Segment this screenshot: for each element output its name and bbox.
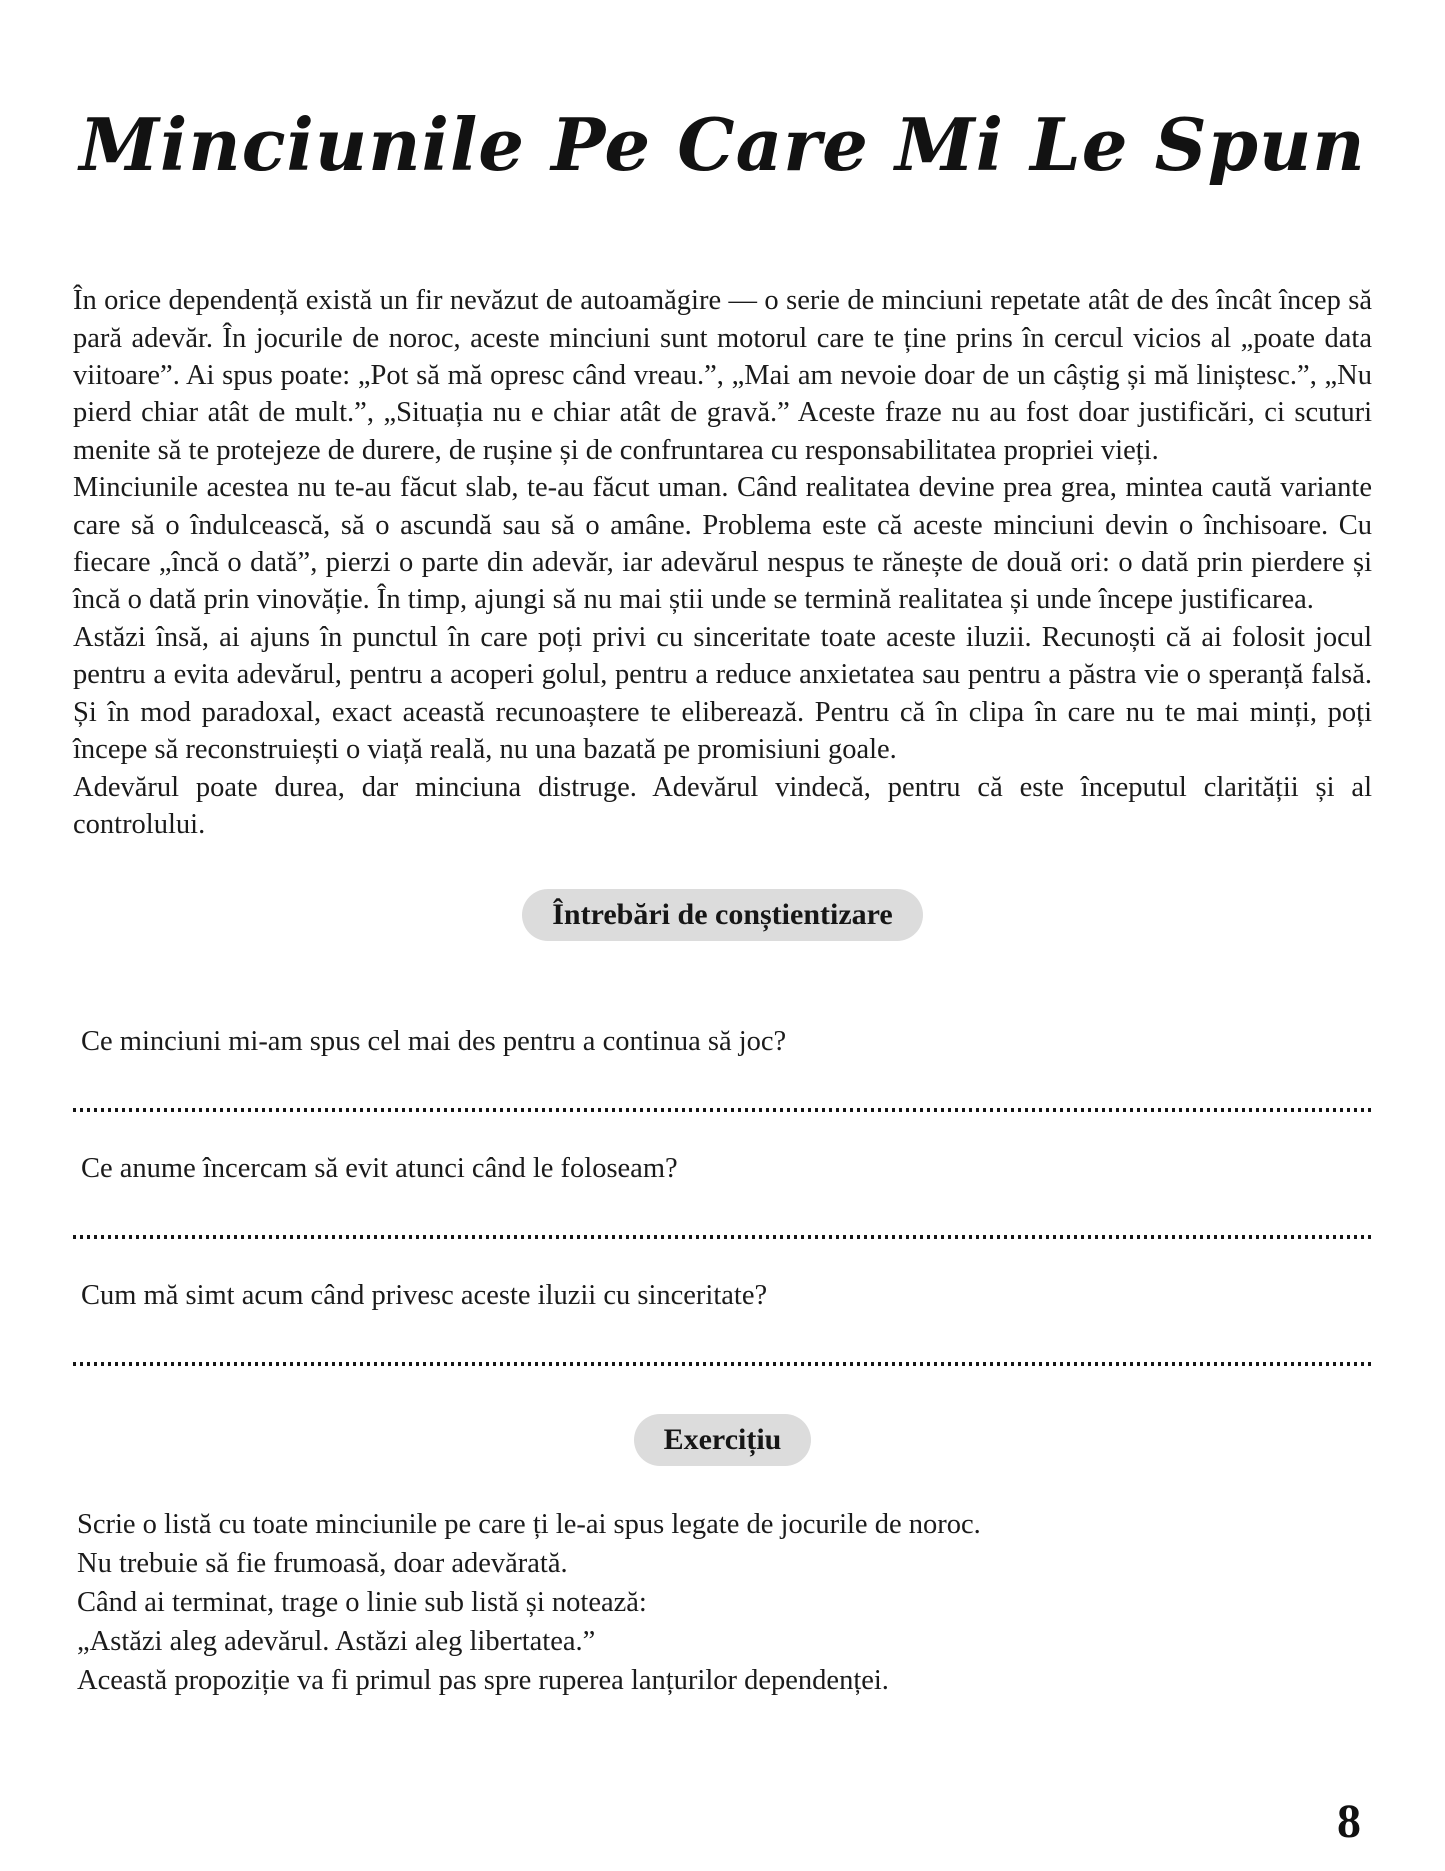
exercise-line: Această propoziție va fi primul pas spre ruperea lanțurilor dependenței.	[77, 1664, 889, 1696]
exercise-line: Scrie o listă cu toate minciunile pe care ți le-ai spus legate de jocurile de noroc.	[77, 1509, 981, 1541]
exercise-line: Când ai terminat, trage o linie sub listă și notează:	[77, 1586, 647, 1618]
exercise-section-header	[73, 1414, 1372, 1466]
awareness-questions-section-header	[73, 889, 1372, 941]
page-title: Minciunile Pe Care Mi Le Spun	[79, 102, 1366, 188]
dotted-answer-line	[73, 1234, 1372, 1239]
dotted-answer-line	[73, 1107, 1372, 1112]
page-number: 8	[1337, 1795, 1361, 1848]
exercise-badge: Exercițiu	[634, 1414, 812, 1466]
exercise-line: Nu trebuie să fie frumoasă, doar adevărată.	[77, 1548, 568, 1580]
exercise-line: „Astăzi aleg adevărul. Astăzi aleg libertatea.”	[77, 1625, 596, 1657]
dotted-answer-line	[73, 1361, 1372, 1366]
intro-paragraph: Adevărul poate durea, dar minciuna distruge. Adevărul vindecă, pentru că este începutul clarității și al controlului.	[73, 771, 1372, 840]
question-text: Ce anume încercam să evit atunci când le foloseam?	[81, 1153, 678, 1185]
intro-text-block	[73, 282, 1372, 843]
intro-paragraph: În orice dependență există un fir nevăzut de autoamăgire — o serie de minciuni repetate atât de des încât încep să pară adevăr. În jocurile de noroc, aceste minciuni sunt motorul care te ține prins în cercul vicios al „poate data viitoare”. Ai spus poate: „Pot să mă opresc când vreau.”, „Mai am nevoie doar de un câștig și mă liniștesc.”, „Nu pierd chiar atât de mult.”, „Situația nu e chiar atât de gravă.” Aceste fraze nu au fost doar justificări, ci scuturi menite să te protejeze de durere, de rușine și de confruntarea cu responsabilitatea propriei vieți.	[73, 285, 1372, 466]
question-text: Ce minciuni mi-am spus cel mai des pentru a continua să joc?	[81, 1026, 787, 1058]
intro-paragraph: Minciunile acestea nu te-au făcut slab, te-au făcut uman. Când realitatea devine prea grea, mintea caută variante care să o îndulcească, să o ascundă sau să o amâne. Problema este că aceste minciuni devin o închisoare. Cu fiecare „încă o dată”, pierzi o parte din adevăr, iar adevărul nespus te rănește de două ori: o dată prin pierdere și încă o dată prin vinovăție. În timp, ajungi să nu mai știi unde se termină realitatea și unde începe justificarea.	[73, 472, 1372, 616]
awareness-questions-badge: Întrebări de conștientizare	[522, 889, 923, 941]
question-text: Cum mă simt acum când privesc aceste iluzii cu sinceritate?	[81, 1280, 768, 1312]
exercise-text-block	[73, 1506, 1372, 1700]
intro-paragraph: Astăzi însă, ai ajuns în punctul în care poți privi cu sinceritate toate aceste iluzii. Recunoști că ai folosit jocul pentru a evita adevărul, pentru a acoperi golul, pentru a reduce anxietatea sau pentru a păstra vie o speranță falsă. Și în mod paradoxal, exact această recunoaștere te eliberează. Pentru că în clipa în care nu te mai minți, poți începe să reconstruiești o viață reală, nu una bazată pe promisiuni goale.	[73, 621, 1372, 766]
